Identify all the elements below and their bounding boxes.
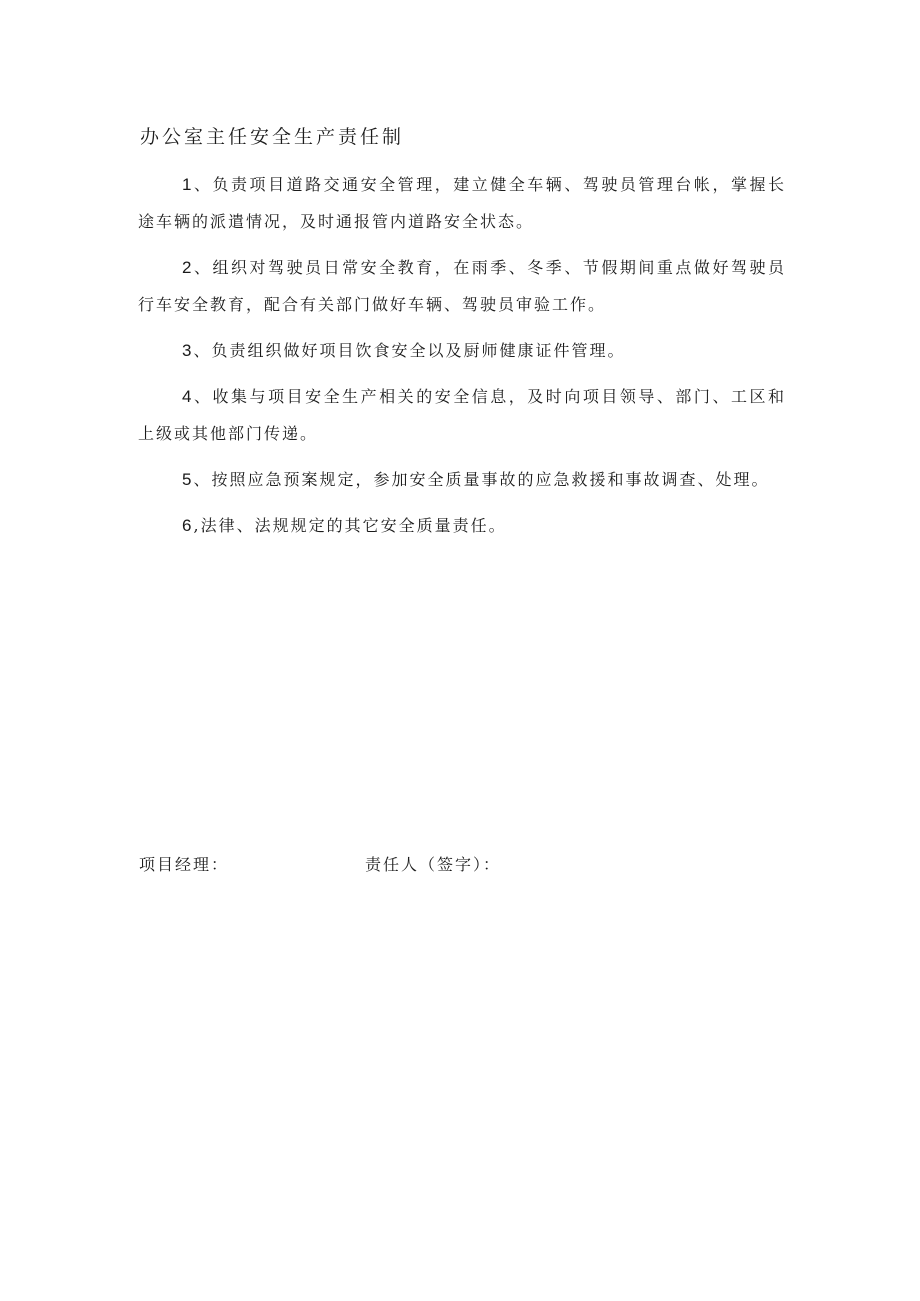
project-manager-signature-label: 项目经理： xyxy=(139,855,230,874)
clause-text: 负责组织做好项目饮食安全以及厨师健康证件管理。 xyxy=(211,341,626,360)
clause-text: 负责项目道路交通安全管理，建立健全车辆、驾驶员管理台帐，掌握长途车辆的派遣情况，及时通报管内道路安全状态。 xyxy=(138,175,786,231)
clause-text: 按照应急预案规定，参加安全质量事故的应急救援和事故调查、处理。 xyxy=(211,470,770,489)
clause-text: 组织对驾驶员日常安全教育，在雨季、冬季、节假期间重点做好驾驶员行车安全教育，配合有关部门做好车辆、驾驶员审验工作。 xyxy=(138,258,786,314)
clause-number: 6 xyxy=(182,516,192,535)
clause-number: 3 xyxy=(182,341,192,360)
clause-separator: 、 xyxy=(193,258,213,277)
clause-text: 收集与项目安全生产相关的安全信息，及时向项目领导、部门、工区和上级或其他部门传递。 xyxy=(138,387,786,443)
responsible-person-signature-label: 责任人（签字）： xyxy=(365,855,502,874)
clause-item xyxy=(138,461,786,498)
clause-item xyxy=(138,249,786,323)
clause-number: 1 xyxy=(182,175,192,194)
clause-number: 5 xyxy=(182,470,192,489)
clause-item xyxy=(138,378,786,452)
clause-separator: 、 xyxy=(193,175,213,194)
clause-separator: , xyxy=(193,516,201,535)
clause-list xyxy=(138,166,786,553)
clause-separator: 、 xyxy=(193,470,212,489)
clause-item xyxy=(138,507,786,544)
clause-separator: 、 xyxy=(193,387,213,406)
clause-item xyxy=(138,332,786,369)
signature-row xyxy=(139,852,779,876)
clause-number: 2 xyxy=(182,258,192,277)
clause-number: 4 xyxy=(182,387,192,406)
clause-text: 法律、法规规定的其它安全质量责任。 xyxy=(200,516,507,535)
clause-item xyxy=(138,166,786,240)
clause-separator: 、 xyxy=(193,341,212,360)
document-title: 办公室主任安全生产责任制 xyxy=(140,126,405,148)
